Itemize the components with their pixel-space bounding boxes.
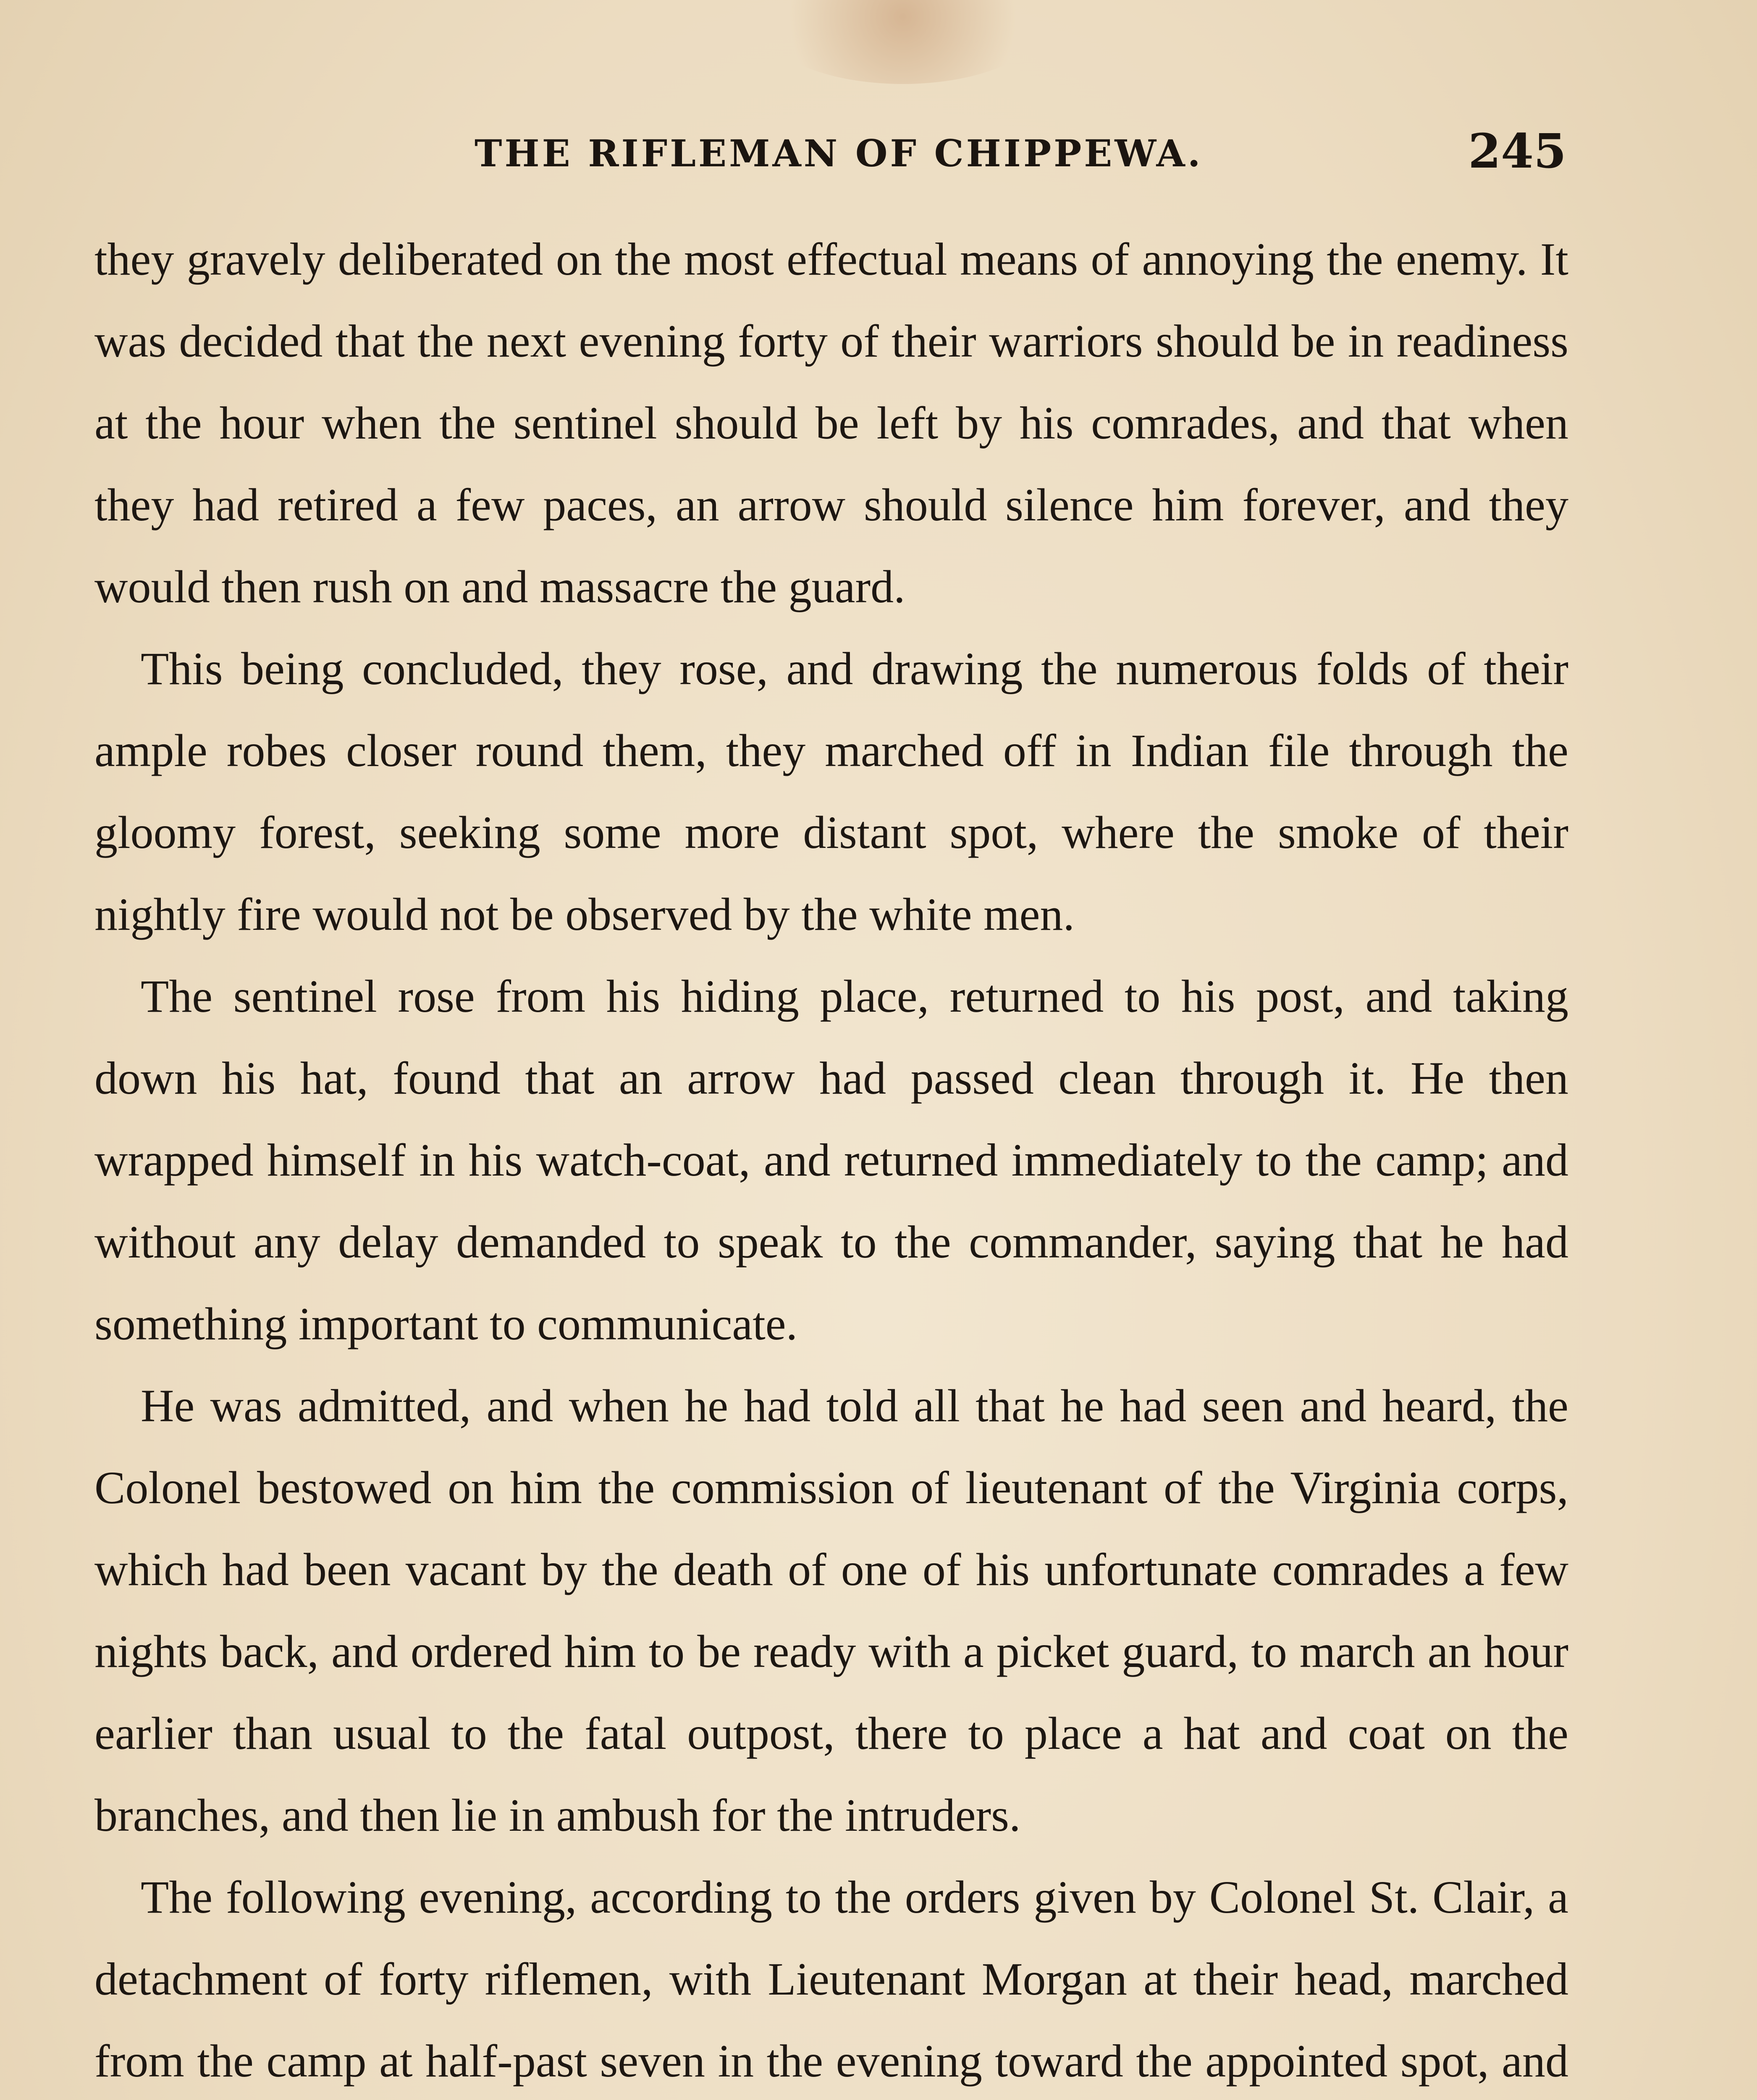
paragraph: He was admitted, and when he had told all that he had seen and heard, the Colonel bestowed on him the commission of lieutenant of the Virginia corps, which had been vacant by the death of one of his unfortunate comrades a few nights back, and ordered him to be ready with a picket guard, to march an hour earlier than usual to the fatal outpost, there to place a hat and coat on the branches, and then lie in ambush for the intruders. — [94, 1380, 1568, 1841]
paragraph: This being concluded, they rose, and drawing the numerous folds of their ample robes closer round them, they marched off in Indian file through the gloomy forest, seeking some more distant spot, where the smoke of their nightly fire would not be observed by the white men. — [94, 643, 1568, 940]
paragraph: they gravely deliberated on the most effectual means of annoying the enemy. It was decided that the next evening forty of their warriors should be in readiness at the hour when the sentinel should be left by his comrades, and that when they had retired a few paces, an arrow should silence him forever, and they would then rush on and massacre the guard. — [94, 234, 1568, 612]
paper-stain — [756, 0, 1050, 84]
running-title: THE RIFLEMAN OF CHIPPEWA. — [475, 131, 1203, 175]
paragraph: The following evening, according to the orders given by Colonel St. Clair, a detachment of forty riflemen, with Lieutenant Morgan at their head, marched from the camp at half-past seven in the evening toward the appointed spot, and — [94, 1872, 1568, 2087]
paragraph: The sentinel rose from his hiding place, returned to his post, and taking down his hat, found that an arrow had passed clean through it. He then wrapped himself in his watch-coat, and returned immediately to the camp; and without any delay demanded to speak to the commander, saying that he had something important to communicate. — [94, 971, 1568, 1349]
body-text — [94, 218, 1568, 2100]
page-number: 245 — [1468, 124, 1566, 179]
running-header — [97, 124, 1566, 191]
